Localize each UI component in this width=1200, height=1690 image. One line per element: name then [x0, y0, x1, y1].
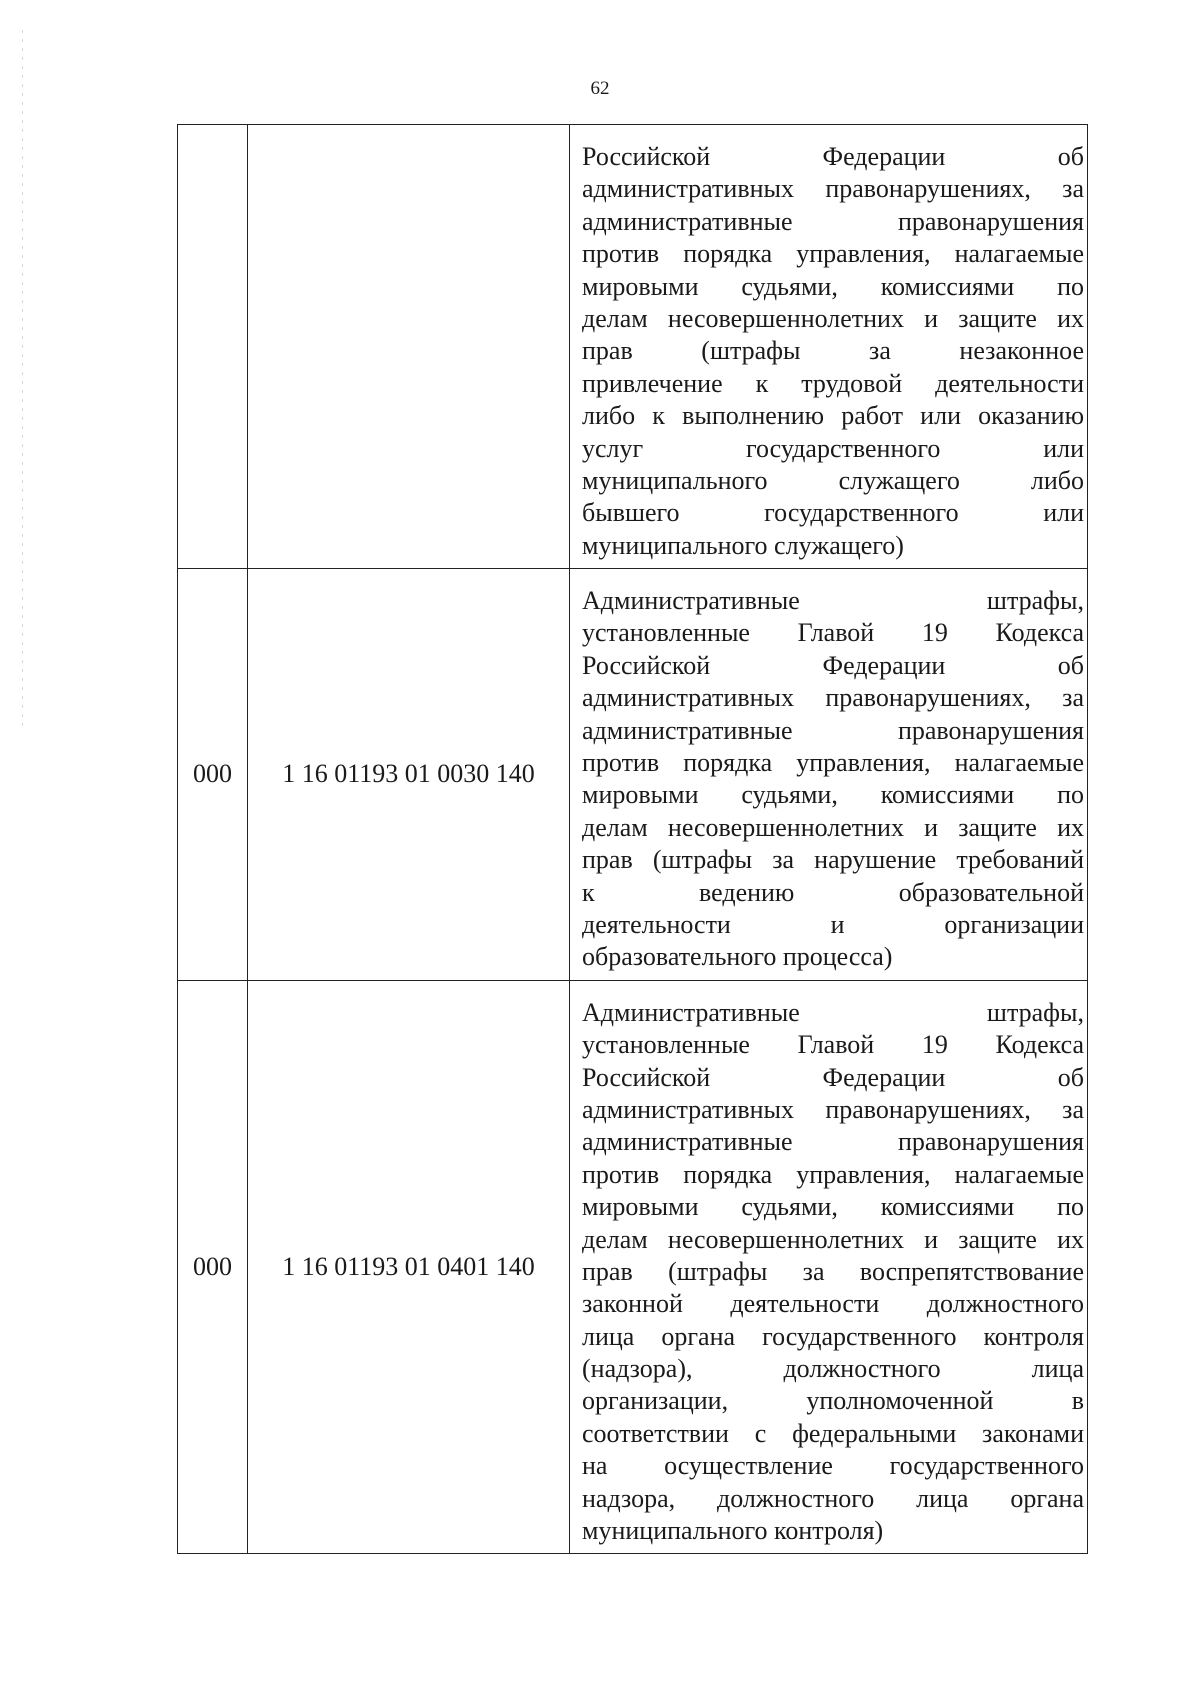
description-line: надзора, должностного лица органа [582, 1483, 1084, 1513]
description-line: прав (штрафы за нарушение требований [582, 845, 1084, 875]
page-number: 62 [590, 78, 610, 99]
description-line: бывшего государственного или [582, 498, 1084, 528]
description-line: против порядка управления, налагаемые [582, 748, 1084, 778]
description-line: административные правонарушения [582, 715, 1084, 745]
description-line: привлечение к трудовой деятельности [582, 368, 1084, 398]
description-line: административных правонарушениях, за [582, 683, 1084, 713]
description-line: Административные штрафы, [582, 586, 1084, 616]
description-line: Российской Федерации об [582, 142, 1084, 171]
description-line: мировыми судьями, комиссиями по [582, 780, 1084, 810]
description-line: муниципального служащего) [582, 530, 904, 560]
description-line: делам несовершеннолетних и защите их [582, 1224, 1084, 1254]
description-line: соответствии с федеральными законами [582, 1418, 1084, 1448]
description-line: административные правонарушения [582, 1127, 1084, 1157]
table-row [178, 980, 1088, 1554]
description-line: законной деятельности должностного [582, 1289, 1084, 1319]
description-line: Российской Федерации об [582, 1062, 1084, 1092]
description-line: прав (штрафы за незаконное [582, 336, 1084, 366]
admin-code-cell [178, 125, 248, 569]
description-cell [570, 569, 1088, 981]
admin-code-cell: 000 [178, 569, 248, 981]
description-line: прав (штрафы за воспрепятствование [582, 1256, 1084, 1286]
table-row [178, 569, 1088, 981]
budget-code-cell: 1 16 01193 01 0030 140 [248, 569, 570, 981]
description-line: муниципального служащего либо [582, 465, 1084, 495]
description-line: делам несовершеннолетних и защите их [582, 812, 1084, 842]
scan-artifact [22, 30, 23, 730]
description-line: административных правонарушениях, за [582, 174, 1084, 204]
description-line: на осуществление государственного [582, 1451, 1084, 1481]
description-line: против порядка управления, налагаемые [582, 239, 1084, 269]
description-line: административных правонарушениях, за [582, 1094, 1084, 1124]
description-line: (надзора), должностного лица [582, 1354, 1084, 1384]
description-line: установленные Главой 19 Кодекса [582, 618, 1084, 648]
description-line: лица органа государственного контроля [582, 1321, 1084, 1351]
description-line: против порядка управления, налагаемые [582, 1159, 1084, 1189]
description-line: мировыми судьями, комиссиями по [582, 1192, 1084, 1222]
description-line: услуг государственного или [582, 433, 1084, 463]
table-body [178, 125, 1088, 1554]
description-line: мировыми судьями, комиссиями по [582, 271, 1084, 301]
description-line: деятельности и организации [582, 909, 1084, 939]
description-line: организации, уполномоченной в [582, 1386, 1084, 1416]
budget-codes-table [177, 124, 1088, 1554]
description-line: либо к выполнению работ или оказанию [582, 401, 1084, 431]
table-row [178, 125, 1088, 569]
description-line: образовательного процесса) [582, 942, 893, 972]
budget-code-cell [248, 125, 570, 569]
description-line: Российской Федерации об [582, 650, 1084, 680]
description-line: установленные Главой 19 Кодекса [582, 1030, 1084, 1060]
description-line: муниципального контроля) [582, 1516, 884, 1546]
description-cell [570, 125, 1088, 569]
description-line: Административные штрафы, [582, 997, 1084, 1027]
description-line: к ведению образовательной [582, 877, 1084, 907]
description-line: делам несовершеннолетних и защите их [582, 303, 1084, 333]
description-line: административные правонарушения [582, 206, 1084, 236]
admin-code-cell: 000 [178, 980, 248, 1554]
description-cell [570, 980, 1088, 1554]
budget-code-cell: 1 16 01193 01 0401 140 [248, 980, 570, 1554]
